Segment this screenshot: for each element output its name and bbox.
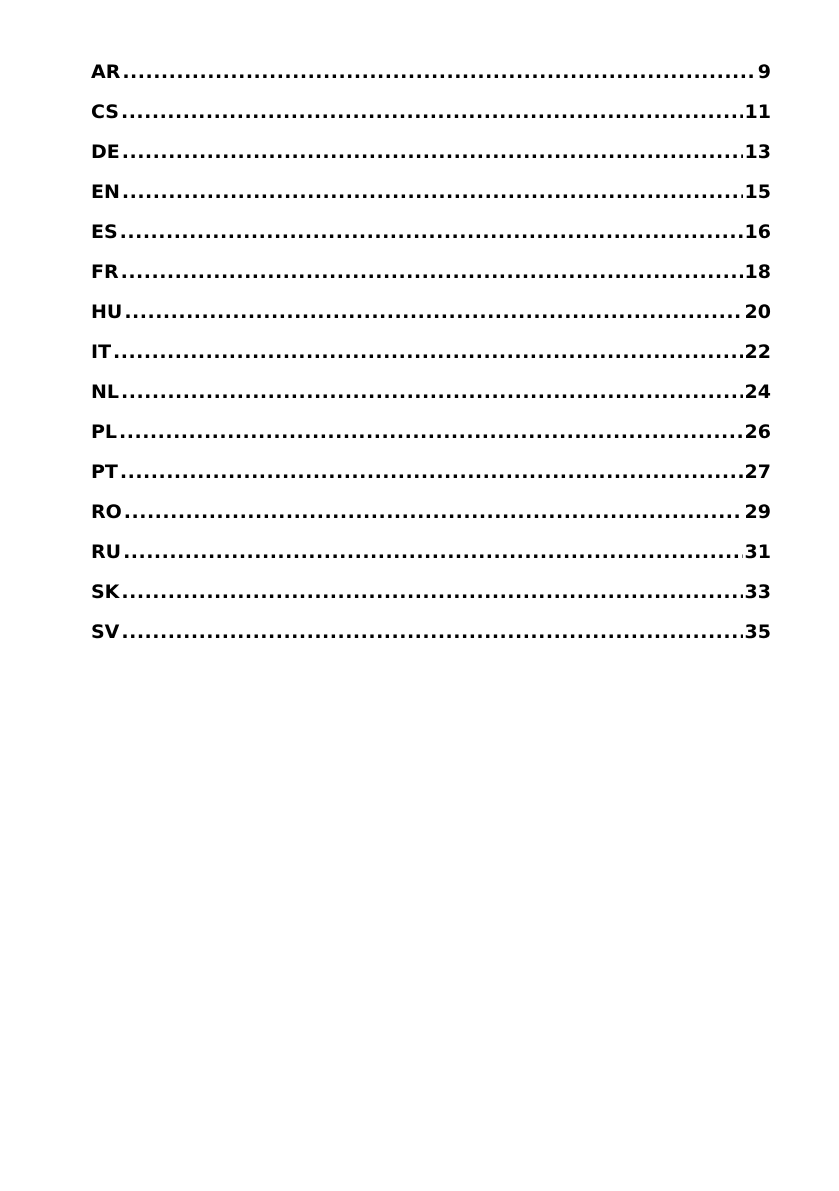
toc-dot-leader [121,578,742,606]
toc-dot-leader [122,58,755,86]
toc-entry-en[interactable] [91,178,771,218]
toc-page-number: 35 [744,621,771,643]
toc-dot-leader [113,338,743,366]
toc-language-code: RO [91,501,122,523]
toc-entry-pt[interactable] [91,458,771,498]
toc-page-number: 18 [744,261,771,283]
toc-dot-leader [121,378,743,406]
toc-language-code: HU [91,301,123,323]
toc-page-number: 29 [744,501,771,523]
toc-page-number: 11 [744,101,771,123]
toc-page-number: 16 [744,221,771,243]
toc-entry-es[interactable] [91,218,771,258]
toc-language-code: RU [91,541,122,563]
toc-language-code: FR [91,261,119,283]
toc-language-code: CS [91,101,119,123]
toc-language-code: EN [91,181,120,203]
toc-page-number: 31 [744,541,771,563]
toc-entry-pl[interactable] [91,418,771,458]
toc-language-code: DE [91,141,120,163]
toc-language-code: IT [91,341,112,363]
toc-dot-leader [120,458,743,486]
toc-dot-leader [123,538,742,566]
toc-entry-de[interactable] [91,138,771,178]
toc-dot-leader [121,618,742,646]
toc-language-code: SV [91,621,120,643]
toc-page-number: 22 [744,341,771,363]
toc-page-number: 15 [744,181,771,203]
toc-page-number: 24 [744,381,771,403]
toc-language-code: SK [91,581,120,603]
toc-language-code: AR [91,61,121,83]
toc-page-number: 9 [757,61,771,83]
toc-dot-leader [121,98,743,126]
toc-dot-leader [124,498,743,526]
toc-entry-ar[interactable] [91,58,771,98]
toc-page-number: 20 [744,301,771,323]
toc-dot-leader [122,138,743,166]
toc-entry-nl[interactable] [91,378,771,418]
table-of-contents [91,58,771,658]
toc-dot-leader [119,418,743,446]
toc-entry-fr[interactable] [91,258,771,298]
toc-language-code: PT [91,461,118,483]
toc-page-number: 33 [744,581,771,603]
toc-entry-ro[interactable] [91,498,771,538]
toc-language-code: NL [91,381,120,403]
toc-page-number: 13 [744,141,771,163]
toc-entry-sv[interactable] [91,618,771,658]
toc-dot-leader [121,258,743,286]
toc-language-code: PL [91,421,118,443]
toc-dot-leader [124,298,742,326]
toc-language-code: ES [91,221,118,243]
toc-entry-ru[interactable] [91,538,771,578]
toc-page-number: 27 [744,461,771,483]
toc-entry-sk[interactable] [91,578,771,618]
toc-entry-it[interactable] [91,338,771,378]
toc-dot-leader [120,218,743,246]
toc-page-number: 26 [744,421,771,443]
toc-dot-leader [122,178,743,206]
toc-entry-cs[interactable] [91,98,771,138]
toc-entry-hu[interactable] [91,298,771,338]
